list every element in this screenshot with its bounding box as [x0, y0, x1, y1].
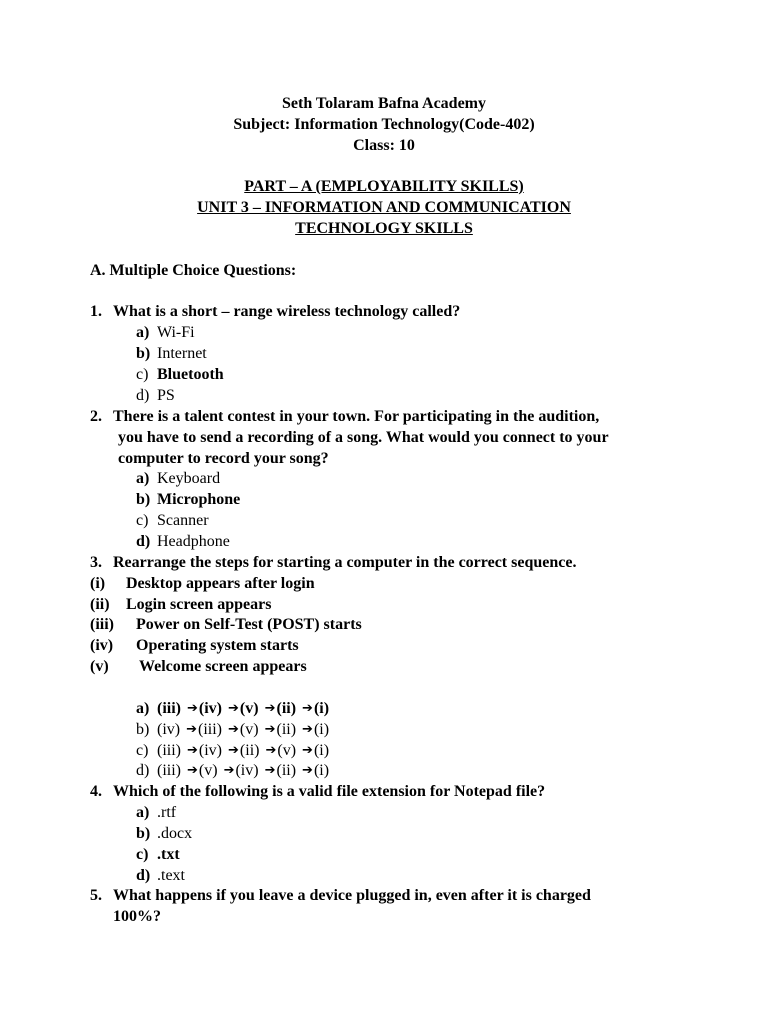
- option-row: [136, 824, 192, 844]
- option-text: Keyboard: [157, 470, 221, 487]
- step-text: Welcome screen appears: [139, 658, 307, 675]
- question-5-number: 5.: [90, 887, 102, 904]
- class-line: Class: 10: [353, 137, 415, 154]
- right-arrow-icon: ➔: [302, 743, 313, 758]
- sequence-value: (i): [313, 742, 330, 759]
- option-letter: a): [136, 470, 150, 487]
- sequence-value: (iv): [157, 721, 181, 738]
- option-text: Scanner: [157, 512, 209, 529]
- option-row: [136, 469, 220, 489]
- sequence-value: (iii): [198, 721, 223, 738]
- sequence-value: (i): [313, 762, 330, 779]
- right-arrow-icon: ➔: [302, 763, 313, 778]
- sequence-value: (ii): [239, 742, 260, 759]
- sequence-option: [136, 761, 329, 781]
- option-text: .text: [157, 867, 185, 884]
- sequence-value: (iv): [198, 700, 223, 717]
- step-numeral: (v): [90, 658, 109, 675]
- option-row: [136, 386, 175, 406]
- sequence-value: (iii): [157, 762, 181, 779]
- option-row: [136, 866, 185, 886]
- step-text: Desktop appears after login: [126, 575, 315, 592]
- option-letter: a): [136, 804, 150, 821]
- option-text-answer: Microphone: [157, 491, 241, 508]
- option-letter: a): [136, 700, 150, 717]
- step-row: [90, 636, 299, 656]
- sequence-value: (v): [239, 721, 259, 738]
- right-arrow-icon: ➔: [187, 743, 198, 758]
- sequence-value: (iv): [235, 762, 259, 779]
- option-letter: d): [136, 387, 150, 404]
- step-numeral: (iii): [90, 616, 114, 633]
- question-4-text: Which of the following is a valid file extension for Notepad file?: [113, 783, 546, 800]
- question-2-text: computer to record your song?: [118, 450, 329, 467]
- option-row: [136, 511, 209, 531]
- sequence-value: (ii): [276, 700, 297, 717]
- option-row: [136, 803, 176, 823]
- unit-title-line2: TECHNOLOGY SKILLS: [295, 220, 473, 237]
- option-row: [136, 845, 180, 865]
- option-letter: c): [136, 366, 149, 383]
- option-letter: c): [136, 846, 149, 863]
- step-numeral: (iv): [90, 637, 114, 654]
- right-arrow-icon: ➔: [302, 722, 313, 737]
- option-text-answer: .txt: [157, 846, 180, 863]
- option-text: .docx: [157, 825, 193, 842]
- option-text: Internet: [157, 345, 207, 362]
- question-3-number: 3.: [90, 554, 102, 571]
- option-letter: c): [136, 742, 149, 759]
- step-numeral: (ii): [90, 596, 110, 613]
- option-text: Wi-Fi: [157, 324, 195, 341]
- right-arrow-icon: ➔: [264, 722, 276, 737]
- right-arrow-icon: ➔: [186, 722, 198, 737]
- question-5-text: What happens if you leave a device plugged in, even after it is charged: [113, 887, 591, 904]
- option-letter: c): [136, 512, 149, 529]
- question-2-text: you have to send a recording of a song. What would you connect to your: [118, 429, 609, 446]
- question-3-text: Rearrange the steps for starting a computer in the correct sequence.: [113, 554, 577, 571]
- sequence-option: [136, 720, 329, 740]
- part-title: PART – A (EMPLOYABILITY SKILLS): [244, 178, 524, 195]
- right-arrow-icon: ➔: [265, 743, 277, 758]
- sequence-value: (iii): [157, 742, 181, 759]
- right-arrow-icon: ➔: [187, 763, 198, 778]
- option-letter: a): [136, 324, 150, 341]
- question-1-text: What is a short – range wireless technology called?: [113, 303, 461, 320]
- right-arrow-icon: ➔: [302, 701, 313, 716]
- right-arrow-icon: ➔: [264, 701, 276, 716]
- step-row: [90, 615, 362, 635]
- step-numeral: (i): [90, 575, 106, 592]
- option-row: [136, 490, 240, 510]
- unit-title-line1: UNIT 3 – INFORMATION AND COMMUNICATION: [197, 199, 571, 216]
- sequence-value: (ii): [276, 721, 297, 738]
- step-row: [90, 657, 307, 677]
- option-letter: d): [136, 762, 150, 779]
- option-letter: b): [136, 825, 151, 842]
- option-row: [136, 344, 207, 364]
- step-text: Operating system starts: [136, 637, 299, 654]
- question-4-number: 4.: [90, 783, 102, 800]
- step-row: [90, 574, 315, 594]
- sequence-option: [136, 741, 329, 761]
- option-letter: d): [136, 533, 151, 550]
- sequence-value: (ii): [276, 762, 297, 779]
- step-row: [90, 595, 271, 615]
- option-row: [136, 365, 224, 385]
- school-name: Seth Tolaram Bafna Academy: [281, 95, 486, 112]
- option-letter: b): [136, 491, 151, 508]
- subject-line: Subject: Information Technology(Code-402): [233, 116, 535, 133]
- option-row: [136, 323, 195, 343]
- sequence-value: (iv): [198, 742, 223, 759]
- right-arrow-icon: ➔: [228, 722, 239, 737]
- sequence-value: (i): [313, 721, 330, 738]
- sequence-value: (v): [198, 762, 218, 779]
- right-arrow-icon: ➔: [187, 701, 198, 716]
- question-2-number: 2.: [90, 408, 102, 425]
- option-text: PS: [157, 387, 175, 404]
- sequence-value: (iii): [157, 700, 181, 717]
- right-arrow-icon: ➔: [228, 743, 239, 758]
- sequence-value: (i): [313, 700, 330, 717]
- option-text: .rtf: [157, 804, 177, 821]
- step-text: Power on Self-Test (POST) starts: [136, 616, 362, 633]
- option-letter: b): [136, 721, 150, 738]
- right-arrow-icon: ➔: [223, 763, 235, 778]
- option-letter: b): [136, 345, 151, 362]
- question-2-text: There is a talent contest in your town. For participating in the audition,: [113, 408, 600, 425]
- sequence-option: [136, 699, 329, 719]
- option-text: Headphone: [157, 533, 230, 550]
- sequence-value: (v): [239, 700, 259, 717]
- section-title: A. Multiple Choice Questions:: [90, 262, 297, 279]
- option-row: [136, 532, 230, 552]
- option-letter: d): [136, 867, 151, 884]
- question-1-number: 1.: [90, 303, 102, 320]
- step-text: Login screen appears: [126, 596, 272, 613]
- right-arrow-icon: ➔: [264, 763, 276, 778]
- right-arrow-icon: ➔: [228, 701, 239, 716]
- option-text-answer: Bluetooth: [157, 366, 224, 383]
- question-5-text: 100%?: [113, 908, 161, 925]
- sequence-value: (v): [277, 742, 297, 759]
